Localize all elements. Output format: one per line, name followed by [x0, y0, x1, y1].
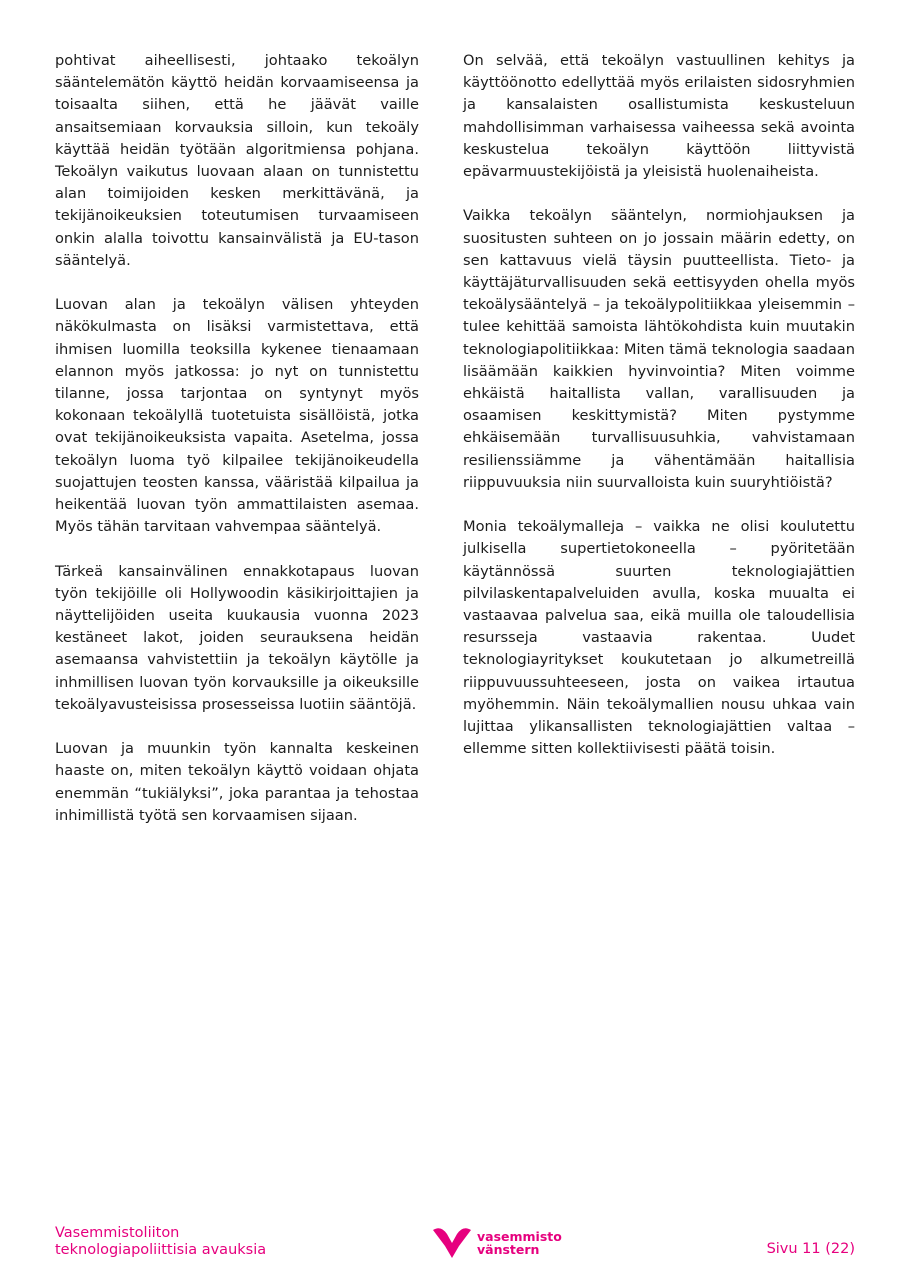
paragraph: Monia tekoälymalleja – vaikka ne olisi koulutettu julkisella supertietokoneella – pyöritetään käytännössä suurten teknologiajättien pilvilaskentapalveluiden avulla, koska muualta ei vastaavaa palvelua saa, eikä muilla ole taloudellisia resursseja vastaavia rakentaa. Uudet teknologiayritykset koukutetaan jo alkumetreillä riippuvuussuhteeseen, josta on vaikea irtautua myöhemmin. Näin tekoälymallien nousu uhkaa vain lujittaa ylikansallisten teknologiajättien valtaa – ellemme sitten kollektiivisesti päätä toisin.: [463, 518, 855, 758]
paragraph: On selvää, että tekoälyn vastuullinen kehitys ja käyttöönotto edellyttää myös erilaisten sidosryhmien ja kansalaisten osallistumista keskusteluun mahdollisimman varhaisessa vaiheessa sekä avointa keskustelua tekoälyn käyttöön liittyvistä epävarmuustekijöistä ja yleisistä huolenaiheista.: [463, 52, 855, 181]
paragraph: Luovan ja muunkin työn kannalta keskeinen haaste on, miten tekoälyn käyttö voidaan ohjata enemmän “tukiälyksi”, joka parantaa ja tehostaa inhimillistä työtä sen korvaamisen sijaan.: [55, 740, 419, 824]
publisher-line: Vasemmistoliiton: [55, 1225, 180, 1241]
logo-line: vänstern: [477, 1242, 540, 1257]
paragraph: pohtivat aiheellisesti, johtaako tekoälyn sääntelemätön käyttö heidän korvaamiseensa ja toisaalta siihen, että he jäävät vaille ansaitsemiaan korvauksia silloin, kun tekoäly käyttää heidän työtään algoritmiensa pohjana. Tekoälyn vaikutus luovaan alaan on tunnistettu alan toimijoiden kesken merkittävänä, ja tekijänoikeuksien toteutumisen turvaamiseen onkin alalla toivottu kansainvälistä ja EU-tason sääntelyä.: [55, 52, 419, 269]
left-column: [55, 50, 419, 849]
vasemmisto-logo: [431, 1226, 562, 1260]
paragraph: Luovan alan ja tekoälyn välisen yhteyden näkökulmasta on lisäksi varmistettava, että ihmisen luomilla teoksilla kykenee tienaamaan elannon myös jatkossa: jo nyt on tunnistettu tilanne, jossa tarjontaa on syntynyt myös kokonaan tekoälyllä tuotetuista sisällöistä, jotka ovat tekijänoikeuksista vapaita. Asetelma, jossa tekoälyn luoma työ kilpailee tekijänoikeudella suojattujen teosten kanssa, vääristää kilpailua ja heikentää luovan työn ammattilaisten asemaa. Myös tähän tarvitaan vahvempaa sääntelyä.: [55, 296, 419, 536]
v-heart-logo-icon: [431, 1226, 473, 1260]
paragraph: Tärkeä kansainvälinen ennakkotapaus luovan työn tekijöille oli Hollywoodin käsikirjoittajien ja näyttelijöiden useita kuukausia vuonna 2023 kestäneet lakot, joiden seurauksena heidän asemaansa vahvistettiin ja tekoälyn käytölle ja inhmillisen luovan työn korvauksille ja oikeuksille tekoälyavusteisissa prosesseissa luotiin sääntöjä.: [55, 562, 419, 713]
publisher-line: teknologiapoliittisia avauksia: [55, 1242, 267, 1258]
logo-wordmark: [477, 1230, 562, 1256]
logo-line: vasemmisto: [477, 1229, 562, 1244]
paragraph: Vaikka tekoälyn sääntelyn, normiohjauksen ja suositusten suhteen on jo jossain määrin edetty, on sen kattavuus vielä täysin puutteellista. Tieto- ja käyttäjäturvallisuuden sekä eettisyyden ohella myös tekoälysääntelyä – ja tekoälypolitiikkaa yleisemmin – tulee kehittää samoista lähtökohdista kuin muutakin teknologiapolitiikkaa: Miten tämä teknologia saadaan lisäämään kaikkien hyvinvointia? Miten voimme ehkäistä haitallista vallan, varallisuuden ja osaamisen keskittymistä? Miten pystymme ehkäisemään turvallisuusuhkia, vahvistamaan resilienssiämme ja vähentämään haitallisia riippuvuuksia niin suurvalloista kuin suuryhtiöistä?: [463, 207, 855, 491]
footer-publisher: [55, 1225, 266, 1259]
page-number: Sivu 11 (22): [766, 1241, 855, 1257]
right-column: [463, 50, 855, 783]
